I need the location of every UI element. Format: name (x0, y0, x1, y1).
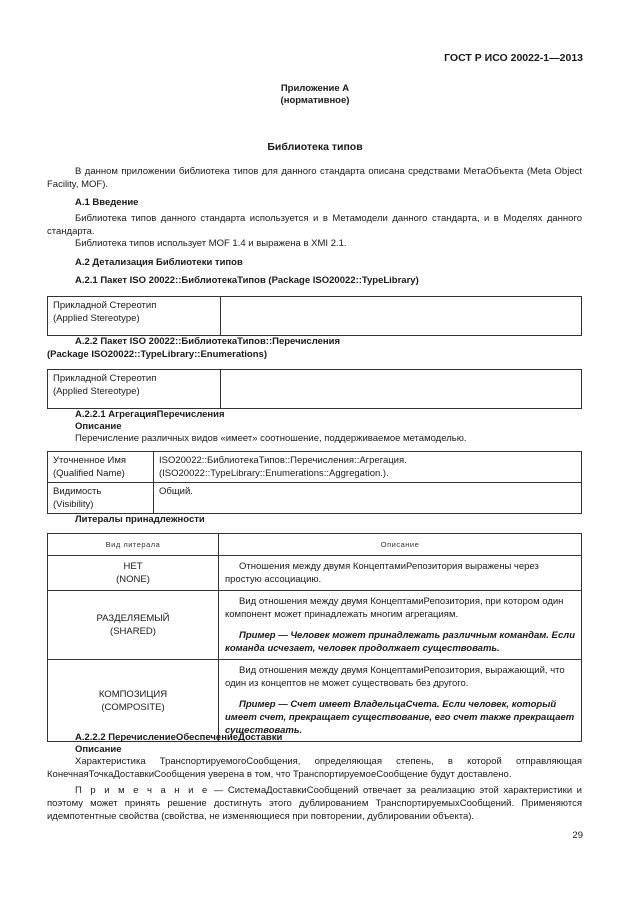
a1-paragraph-2: Библиотека типов использует MOF 1.4 и выражена в XMI 2.1. (75, 238, 347, 249)
literal-name: РАЗДЕЛЯЕМЫЙ (SHARED) (48, 591, 219, 660)
literals-table (47, 533, 582, 742)
table-row (48, 591, 582, 660)
table-header-row (48, 534, 582, 556)
table-row (48, 452, 582, 483)
literal-description: Вид отношения между двумя КонцептамиРепозитория, выражающий, что один из концептов не может существовать без другого. (225, 665, 565, 689)
literals-heading: Литералы принадлежности (75, 514, 205, 525)
literal-example: Пример — Счет имеет ВладельцаСчета. Если человек, который имеет счет, прекращает существование, его счет также прекращает существовать. (225, 699, 575, 736)
page-number: 29 (572, 830, 583, 841)
stereotype-label: Прикладной Стереотип (Applied Stereotype) (48, 370, 221, 409)
a221-description: Перечисление различных видов «имеет» соотношение, поддерживаемое метамоделью. (75, 433, 467, 444)
annex-subtitle: (нормативное) (280, 95, 350, 106)
note-label: П р и м е ч а н и е (75, 785, 210, 796)
a2-heading: А.2 Детализация Библиотеки типов (75, 257, 243, 268)
qualified-name-value: ISO20022::БиблиотекаТипов::Перечисления::Агрегация. (ISO20022::TypeLibrary::Enumerations::Aggregation.). (154, 452, 582, 483)
stereotype-value (221, 297, 582, 336)
qualified-name-label: Уточненное Имя (Qualified Name) (48, 452, 154, 483)
a21-stereotype-table (47, 296, 582, 336)
column-header-literal: Вид литерала (48, 534, 219, 556)
a222-description-heading: Описание (75, 744, 122, 755)
column-header-description: Описание (219, 534, 582, 556)
table-row (48, 297, 582, 336)
a21-heading: А.2.1 Пакет ISO 20022::БиблиотекаТипов (Package ISO20022::TypeLibrary) (75, 275, 419, 286)
literal-example: Пример — Человек может принадлежать различным командам. Если команда исчезает, человек продолжает существовать. (225, 630, 576, 654)
a222-heading: А.2.2.2 ПеречислениеОбеспечениеДоставки (75, 732, 283, 743)
a1-heading: А.1 Введение (75, 197, 139, 208)
literal-name: НЕТ (NONE) (48, 556, 219, 591)
visibility-value: Общий. (154, 483, 582, 514)
table-row (48, 660, 582, 742)
a221-heading: А.2.2.1 АгрегацияПеречисления (75, 409, 225, 420)
table-row (48, 556, 582, 591)
visibility-label: Видимость (Visibility) (48, 483, 154, 514)
literal-description: Вид отношения между двумя КонцептамиРепозитория, при котором один компонент может принадлежать многим агрегациям. (225, 596, 564, 620)
a22-stereotype-table (47, 369, 582, 409)
a222-note (47, 784, 582, 823)
literal-name: КОМПОЗИЦИЯ (COMPOSITE) (48, 660, 219, 742)
note-text: — СистемаДоставкиСообщений отвечает за реализацию этой характеристики и поэтому может принять решение достигнуть этого дублированием ТранспортируемыхСообщений. Применяются идемпотентные свойства (свойства, не изменяющиеся при повторении, дублировании объекта). (47, 785, 582, 822)
a222-description: Характеристика ТранспортируемогоСообщения, определяющая степень, в которой отправляющая КонечнаяТочкаДоставкиСообщения уверена в том, что ТранспортируемоеСообщение будут доставлено. (47, 756, 582, 780)
a22-heading-line2: (Package ISO20022::TypeLibrary::Enumerations) (47, 349, 267, 360)
stereotype-value (221, 370, 582, 409)
section-title: Библиотека типов (267, 141, 363, 153)
literal-description: Отношения между двумя КонцептамиРепозитория выражены через простую ассоциацию. (219, 556, 582, 591)
table-row (48, 483, 582, 514)
document-number: ГОСТ Р ИСО 20022-1—2013 (444, 52, 583, 64)
table-row (48, 370, 582, 409)
a1-paragraph-1: Библиотека типов данного стандарта используется и в Метамодели данного стандарта, и в Моделях данного стандарта. (47, 213, 582, 237)
annex-title: Приложение А (280, 83, 350, 94)
stereotype-label: Прикладной Стереотип (Applied Stereotype) (48, 297, 221, 336)
a221-properties-table (47, 451, 582, 514)
intro-paragraph: В данном приложении библиотека типов для данного стандарта описана средствами МетаОбъекта (Meta Object Facility, MOF). (47, 166, 582, 190)
a22-heading-line1: А.2.2 Пакет ISO 20022::БиблиотекаТипов::Перечисления (75, 336, 341, 347)
a221-description-heading: Описание (75, 421, 122, 432)
